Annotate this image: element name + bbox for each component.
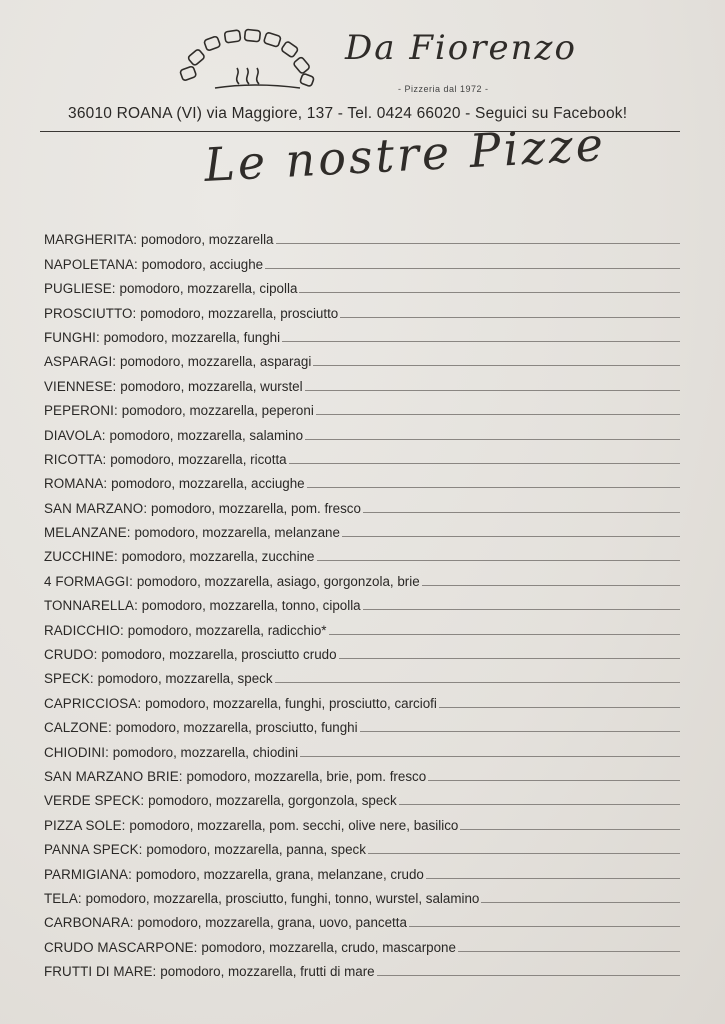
name-colon: :	[129, 573, 133, 589]
pizza-name: CHIODINI	[44, 744, 106, 760]
name-colon: :	[178, 768, 183, 784]
pizza-name: SPECK	[44, 671, 90, 687]
list-item	[44, 369, 680, 393]
pizza-ingredients: pomodoro, mozzarella, cipolla	[119, 281, 298, 297]
list-item	[44, 906, 680, 930]
dotted-leader	[282, 341, 680, 342]
pizza-list	[44, 223, 680, 979]
pizza-name: PEPERONI	[44, 403, 115, 419]
pizza-ingredients: pomodoro, mozzarella, zucchine	[121, 549, 315, 565]
list-item	[44, 321, 680, 345]
pizza-ingredients: pomodoro, mozzarella, acciughe	[111, 476, 305, 492]
list-item	[44, 760, 680, 784]
dotted-leader	[377, 975, 680, 976]
pizza-name: PARMIGIANA	[44, 866, 129, 882]
dotted-leader	[360, 731, 680, 732]
pizza-ingredients: pomodoro, mozzarella, panna, speck	[146, 842, 366, 858]
pizza-name: SAN MARZANO BRIE	[44, 768, 179, 784]
name-colon: :	[107, 720, 112, 736]
pizza-name: ZUCCHINE	[44, 549, 114, 565]
dotted-leader	[276, 243, 681, 244]
dotted-leader	[363, 512, 680, 513]
dotted-leader	[300, 756, 680, 757]
pizza-name: DIAVOLA	[44, 427, 102, 443]
dotted-leader	[305, 390, 680, 391]
pizza-ingredients: pomodoro, mozzarella, pom. secchi, olive nere, basilico	[129, 817, 459, 833]
pizza-name: RICOTTA	[44, 451, 103, 467]
page-header	[0, 0, 725, 135]
dotted-leader	[339, 658, 680, 659]
list-item	[44, 564, 680, 588]
dotted-leader	[342, 536, 680, 537]
dotted-leader	[409, 926, 680, 927]
dotted-leader	[299, 292, 680, 293]
pizza-ingredients: pomodoro, mozzarella, peperoni	[121, 403, 314, 419]
pizza-ingredients: pomodoro, mozzarella, ricotta	[110, 451, 287, 467]
list-item	[44, 272, 680, 296]
brand-name: Da Fiorenzo	[345, 28, 577, 68]
pizza-ingredients: pomodoro, mozzarella, funghi	[103, 329, 281, 345]
list-item	[44, 467, 680, 491]
name-colon: :	[111, 281, 116, 297]
pizza-ingredients: pomodoro, mozzarella, prosciutto	[140, 305, 339, 321]
pizza-ingredients: pomodoro, mozzarella, tonno, cipolla	[141, 598, 361, 614]
name-colon: :	[138, 842, 143, 858]
pizza-ingredients: pomodoro, mozzarella, radicchio*	[127, 622, 327, 638]
list-item	[44, 296, 680, 320]
name-colon: :	[105, 744, 109, 760]
list-item	[44, 638, 680, 662]
pizza-ingredients: pomodoro, mozzarella	[141, 232, 274, 248]
list-item	[44, 808, 680, 832]
list-item	[44, 516, 680, 540]
list-item	[44, 345, 680, 369]
name-colon: :	[102, 451, 107, 467]
list-item	[44, 662, 680, 686]
name-colon: :	[113, 549, 118, 565]
name-colon: :	[112, 354, 117, 370]
pizza-name: 4 FORMAGGI	[44, 573, 130, 589]
pizza-ingredients: pomodoro, mozzarella, prosciutto, funghi, tonno, wurstel, salamino	[85, 890, 480, 906]
pizza-name: RADICCHIO	[44, 622, 121, 638]
list-item	[44, 540, 680, 564]
dotted-leader	[329, 634, 680, 635]
pizza-name: CRUDO MASCARPONE	[44, 939, 194, 955]
list-item	[44, 491, 680, 515]
pizza-ingredients: pomodoro, mozzarella, grana, uovo, pancetta	[137, 915, 407, 931]
pizza-ingredients: pomodoro, mozzarella, grana, melanzane, crudo	[135, 866, 424, 882]
name-colon: :	[133, 232, 138, 248]
name-colon: :	[103, 476, 108, 492]
pizza-name: SAN MARZANO	[44, 500, 144, 516]
pizza-ingredients: pomodoro, mozzarella, speck	[97, 671, 273, 687]
dotted-leader	[368, 853, 680, 854]
list-item	[44, 443, 680, 467]
dotted-leader	[305, 439, 680, 440]
dotted-leader	[428, 780, 680, 781]
dotted-leader	[422, 585, 680, 586]
pizza-name: TONNARELLA	[44, 598, 135, 614]
pizza-name: PIZZA SOLE	[44, 817, 122, 833]
pizza-name: PROSCIUTTO	[44, 305, 133, 321]
name-colon: :	[134, 256, 138, 272]
name-colon: :	[134, 598, 138, 614]
pizza-ingredients: pomodoro, acciughe	[141, 256, 264, 272]
pizza-name: CARBONARA	[44, 915, 130, 931]
list-item	[44, 784, 680, 808]
pizza-ingredients: pomodoro, mozzarella, salamino	[109, 427, 304, 443]
dotted-leader	[307, 487, 680, 488]
list-item	[44, 857, 680, 881]
dotted-leader	[313, 365, 680, 366]
pizza-name: ROMANA	[44, 476, 104, 492]
name-colon: :	[95, 329, 100, 345]
pizza-ingredients: pomodoro, mozzarella, wurstel	[120, 378, 303, 394]
pizza-name: CALZONE	[44, 720, 108, 736]
dotted-leader	[289, 463, 680, 464]
pizza-name: VIENNESE	[44, 378, 113, 394]
name-colon: :	[129, 915, 134, 931]
name-colon: :	[137, 695, 142, 711]
list-item	[44, 735, 680, 759]
pizza-name: ASPARAGI	[44, 354, 113, 370]
pizza-name: PUGLIESE	[44, 281, 112, 297]
list-item	[44, 394, 680, 418]
dotted-leader	[426, 878, 680, 879]
pizza-ingredients: pomodoro, mozzarella, asiago, gorgonzola, brie	[136, 573, 420, 589]
name-colon: :	[89, 671, 94, 687]
pizza-oven-icon	[175, 22, 335, 92]
list-item	[44, 589, 680, 613]
dotted-leader	[460, 829, 680, 830]
dotted-leader	[399, 804, 680, 805]
pizza-name: CAPRICCIOSA	[44, 695, 138, 711]
pizza-name: MARGHERITA	[44, 232, 134, 248]
list-item	[44, 247, 680, 271]
list-item	[44, 930, 680, 954]
name-colon: :	[193, 939, 198, 955]
name-colon: :	[93, 647, 98, 663]
list-item	[44, 711, 680, 735]
list-item	[44, 833, 680, 857]
name-colon: :	[121, 817, 126, 833]
pizza-name: FRUTTI DI MARE	[44, 964, 153, 980]
pizza-ingredients: pomodoro, mozzarella, chiodini	[112, 744, 299, 760]
name-colon: :	[140, 793, 145, 809]
name-colon: :	[132, 305, 137, 321]
name-colon: :	[101, 427, 106, 443]
name-colon: :	[143, 500, 148, 516]
pizza-ingredients: pomodoro, mozzarella, prosciutto, funghi	[115, 720, 358, 736]
name-colon: :	[77, 890, 82, 906]
since-tagline: - Pizzeria dal 1972 -	[398, 84, 489, 94]
pizza-name: NAPOLETANA	[44, 256, 135, 272]
pizza-ingredients: pomodoro, mozzarella, pom. fresco	[151, 500, 361, 516]
list-item	[44, 418, 680, 442]
list-item	[44, 223, 680, 247]
dotted-leader	[317, 560, 681, 561]
pizza-name: TELA	[44, 890, 78, 906]
pizza-ingredients: pomodoro, mozzarella, frutti di mare	[160, 964, 375, 980]
list-item	[44, 882, 680, 906]
pizza-name: VERDE SPECK	[44, 793, 141, 809]
address-line: 36010 ROANA (VI) via Maggiore, 137 - Tel. 0424 66020 - Seguici su Facebook!	[68, 105, 628, 122]
list-item	[44, 955, 680, 979]
dotted-leader	[265, 268, 680, 269]
pizza-name: CRUDO	[44, 647, 94, 663]
pizza-ingredients: pomodoro, mozzarella, prosciutto crudo	[101, 647, 337, 663]
pizza-ingredients: pomodoro, mozzarella, brie, pom. fresco	[186, 768, 427, 784]
dotted-leader	[363, 609, 680, 610]
name-colon: :	[126, 525, 131, 541]
dotted-leader	[316, 414, 680, 415]
dotted-leader	[439, 707, 680, 708]
dotted-leader	[458, 951, 680, 952]
pizza-name: FUNGHI	[44, 329, 96, 345]
pizza-name: MELANZANE	[44, 525, 127, 541]
pizza-ingredients: pomodoro, mozzarella, funghi, prosciutto, carciofi	[145, 695, 437, 711]
list-item	[44, 686, 680, 710]
pizza-ingredients: pomodoro, mozzarella, melanzane	[134, 525, 340, 541]
list-item	[44, 613, 680, 637]
name-colon: :	[152, 964, 157, 980]
name-colon: :	[120, 622, 124, 638]
dotted-leader	[481, 902, 680, 903]
pizza-ingredients: pomodoro, mozzarella, crudo, mascarpone	[201, 939, 456, 955]
name-colon: :	[112, 378, 117, 394]
pizza-ingredients: pomodoro, mozzarella, asparagi	[120, 354, 312, 370]
pizza-name: PANNA SPECK	[44, 842, 139, 858]
name-colon: :	[128, 866, 132, 882]
dotted-leader	[340, 317, 680, 318]
pizza-ingredients: pomodoro, mozzarella, gorgonzola, speck	[148, 793, 397, 809]
menu-title: Le nostre Pizze	[202, 117, 608, 192]
dotted-leader	[275, 682, 680, 683]
name-colon: :	[114, 403, 118, 419]
